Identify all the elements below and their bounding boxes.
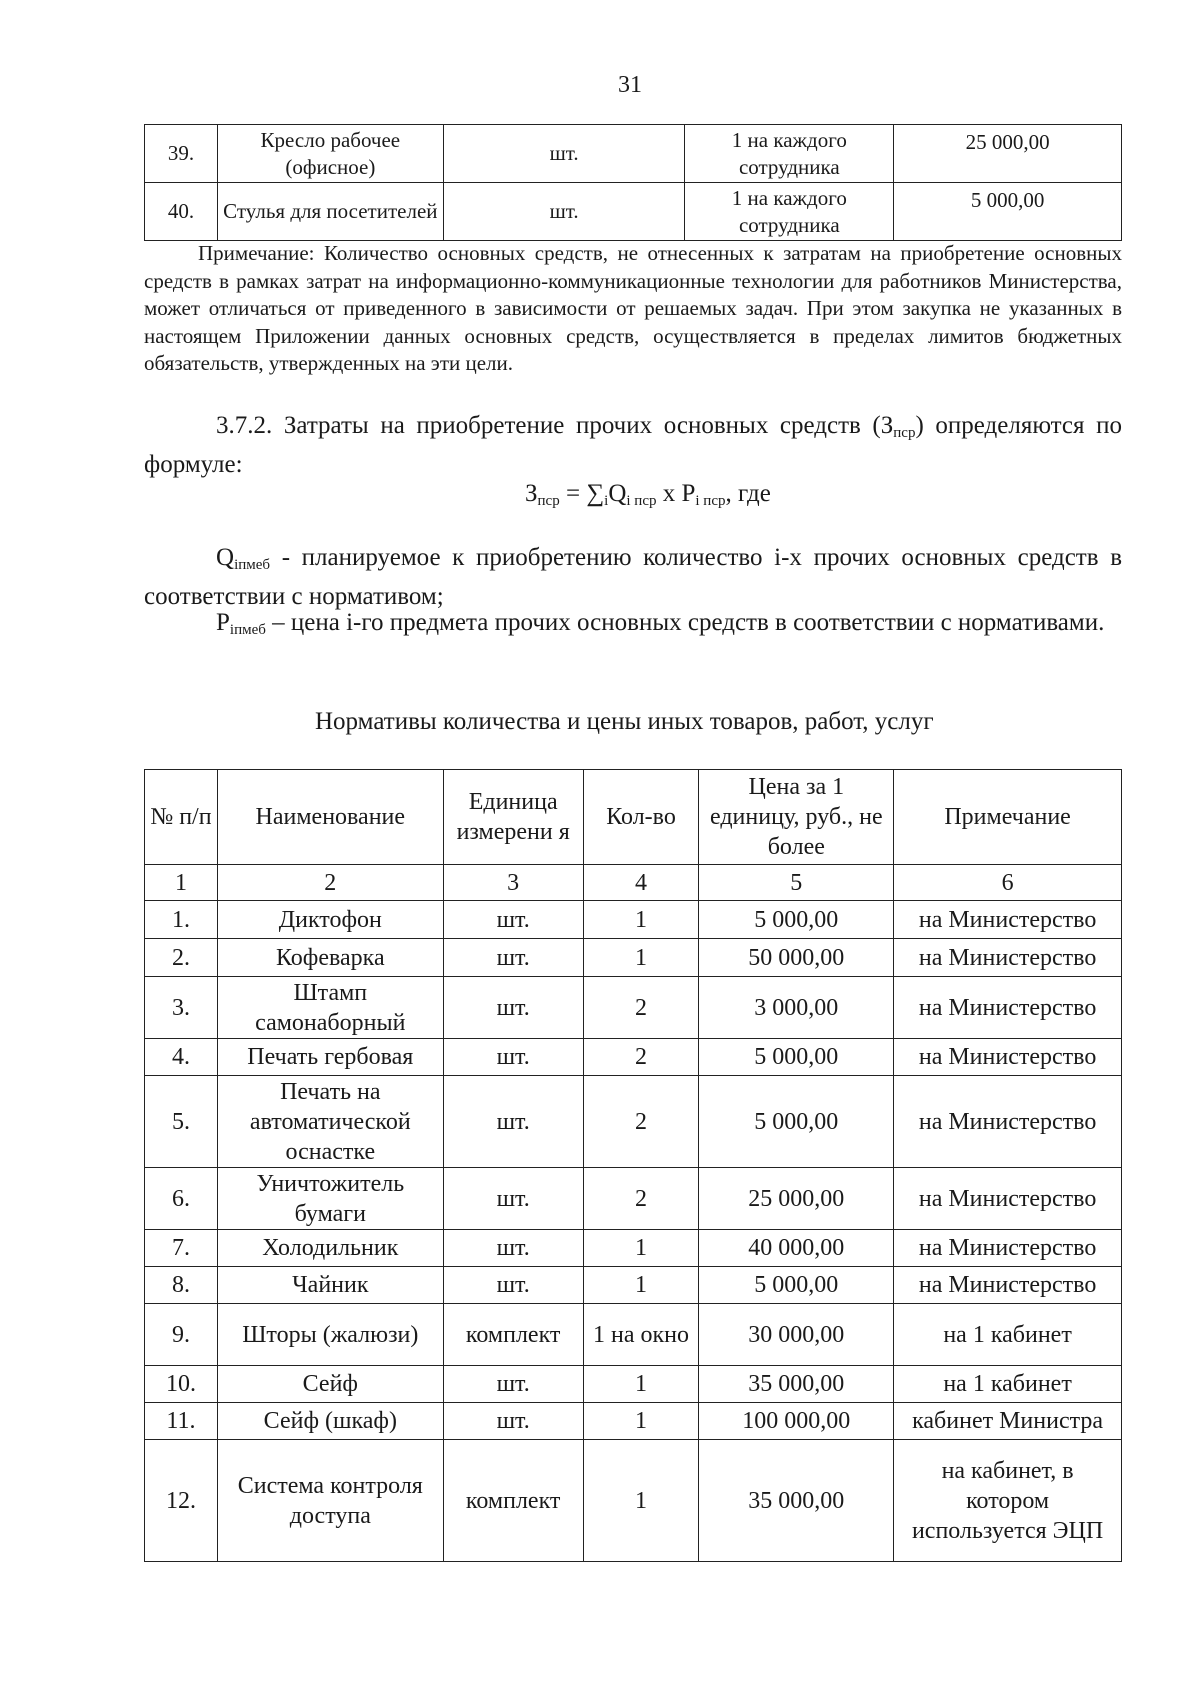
table-row bbox=[145, 1304, 1122, 1366]
item-price: 35 000,00 bbox=[699, 1366, 894, 1403]
item-name: Диктофон bbox=[217, 901, 443, 939]
section-paragraph bbox=[144, 410, 1122, 481]
item-quantity: 1 bbox=[583, 1366, 699, 1403]
item-unit: шт. bbox=[443, 1366, 583, 1403]
table-row bbox=[145, 1403, 1122, 1440]
item-name: Печать на автоматической оснастке bbox=[217, 1076, 443, 1168]
item-note: на Министерство bbox=[894, 1039, 1122, 1076]
table-row bbox=[145, 977, 1122, 1039]
row-number: 2. bbox=[145, 939, 218, 977]
item-note: на Министерство bbox=[894, 1076, 1122, 1168]
row-number: 7. bbox=[145, 1230, 218, 1267]
item-name: Стулья для посетителей bbox=[217, 183, 443, 241]
item-unit: шт. bbox=[443, 1076, 583, 1168]
item-unit: шт. bbox=[443, 183, 685, 241]
table-row bbox=[145, 183, 1122, 241]
item-quantity: 1 bbox=[583, 1403, 699, 1440]
item-price: 5 000,00 bbox=[699, 901, 894, 939]
table-title: Нормативы количества и цены иных товаров, работ, услуг bbox=[315, 708, 934, 735]
item-quantity: 2 bbox=[583, 1076, 699, 1168]
item-note: на 1 кабинет bbox=[894, 1366, 1122, 1403]
item-unit: шт. bbox=[443, 901, 583, 939]
formula-part: i пср bbox=[626, 493, 657, 509]
formula-part: iпмеб bbox=[229, 622, 266, 638]
item-quantity: 1 на каждого сотрудника bbox=[685, 183, 894, 241]
item-price: 3 000,00 bbox=[699, 977, 894, 1039]
formula-part: Q bbox=[608, 480, 627, 507]
item-name: Чайник bbox=[217, 1267, 443, 1304]
header-row bbox=[145, 770, 1122, 865]
formula-part: х P bbox=[656, 480, 696, 507]
formula-part: пср bbox=[537, 493, 560, 509]
formula-part: P bbox=[216, 609, 230, 636]
page-number: 31 bbox=[618, 72, 642, 98]
item-quantity: 1 на окно bbox=[583, 1304, 699, 1366]
formula-part: – цена i-го предмета прочих основных средств в соответствии с нормативами. bbox=[265, 609, 1105, 636]
item-note: на Министерство bbox=[894, 901, 1122, 939]
item-price: 5 000,00 bbox=[699, 1267, 894, 1304]
item-unit: комплект bbox=[443, 1304, 583, 1366]
column-number: 4 bbox=[583, 865, 699, 901]
column-number: 1 bbox=[145, 865, 218, 901]
item-unit: шт. bbox=[443, 1168, 583, 1230]
formula-part: i bbox=[604, 493, 609, 509]
item-price: 5 000,00 bbox=[894, 183, 1122, 241]
continued-table bbox=[144, 124, 1122, 241]
header-cell: Примечание bbox=[894, 770, 1122, 865]
item-name: Кофеварка bbox=[217, 939, 443, 977]
header-cell: Наименование bbox=[217, 770, 443, 865]
item-name: Шторы (жалюзи) bbox=[217, 1304, 443, 1366]
item-price: 35 000,00 bbox=[699, 1440, 894, 1562]
formula-part: = ∑ bbox=[559, 480, 605, 507]
item-note: на Министерство bbox=[894, 1230, 1122, 1267]
item-price: 50 000,00 bbox=[699, 939, 894, 977]
item-note: на Министерство bbox=[894, 939, 1122, 977]
table-row bbox=[145, 901, 1122, 939]
item-quantity: 1 bbox=[583, 1230, 699, 1267]
item-name: Сейф bbox=[217, 1366, 443, 1403]
item-name: Печать гербовая bbox=[217, 1039, 443, 1076]
formula bbox=[525, 480, 771, 510]
table-row bbox=[145, 1039, 1122, 1076]
formula-part: iпмеб bbox=[234, 557, 271, 573]
row-number: 11. bbox=[145, 1403, 218, 1440]
column-number: 5 bbox=[699, 865, 894, 901]
row-number: 10. bbox=[145, 1366, 218, 1403]
item-price: 5 000,00 bbox=[699, 1039, 894, 1076]
table-row bbox=[145, 1230, 1122, 1267]
item-note: на Министерство bbox=[894, 1267, 1122, 1304]
item-quantity: 1 на каждого сотрудника bbox=[685, 125, 894, 183]
item-name: Холодильник bbox=[217, 1230, 443, 1267]
item-name: Уничтожитель бумаги bbox=[217, 1168, 443, 1230]
item-quantity: 1 bbox=[583, 1440, 699, 1562]
item-quantity: 2 bbox=[583, 977, 699, 1039]
formula-part: , где bbox=[725, 480, 771, 507]
header-cell: Кол-во bbox=[583, 770, 699, 865]
table-row bbox=[145, 1168, 1122, 1230]
item-price: 40 000,00 bbox=[699, 1230, 894, 1267]
header-cell: Цена за 1 единицу, руб., не более bbox=[699, 770, 894, 865]
item-price: 25 000,00 bbox=[894, 125, 1122, 183]
item-price: 30 000,00 bbox=[699, 1304, 894, 1366]
definition-q bbox=[144, 542, 1122, 613]
section-subscript: пср bbox=[893, 425, 916, 441]
item-unit: шт. bbox=[443, 1267, 583, 1304]
formula-part: i пср bbox=[695, 493, 726, 509]
row-number: 6. bbox=[145, 1168, 218, 1230]
table-row bbox=[145, 1076, 1122, 1168]
item-quantity: 1 bbox=[583, 901, 699, 939]
table-row bbox=[145, 939, 1122, 977]
row-number: 5. bbox=[145, 1076, 218, 1168]
item-note: на 1 кабинет bbox=[894, 1304, 1122, 1366]
formula-part: З bbox=[525, 480, 538, 507]
item-unit: комплект bbox=[443, 1440, 583, 1562]
item-price: 100 000,00 bbox=[699, 1403, 894, 1440]
item-unit: шт. bbox=[443, 125, 685, 183]
item-quantity: 1 bbox=[583, 939, 699, 977]
item-price: 25 000,00 bbox=[699, 1168, 894, 1230]
column-number: 2 bbox=[217, 865, 443, 901]
row-number: 1. bbox=[145, 901, 218, 939]
definition-p bbox=[144, 607, 1122, 646]
item-unit: шт. bbox=[443, 1230, 583, 1267]
item-quantity: 1 bbox=[583, 1267, 699, 1304]
table-row bbox=[145, 1440, 1122, 1562]
table-row bbox=[145, 125, 1122, 183]
norms-table bbox=[144, 769, 1122, 1562]
item-unit: шт. bbox=[443, 939, 583, 977]
item-name: Сейф (шкаф) bbox=[217, 1403, 443, 1440]
header-cell: Единица измерени я bbox=[443, 770, 583, 865]
section-text-end: ) определяются по формуле: bbox=[144, 412, 1122, 478]
column-number: 6 bbox=[894, 865, 1122, 901]
item-note: на Министерство bbox=[894, 977, 1122, 1039]
item-unit: шт. bbox=[443, 977, 583, 1039]
item-quantity: 2 bbox=[583, 1039, 699, 1076]
formula-part: Q bbox=[216, 544, 235, 571]
row-number: 12. bbox=[145, 1440, 218, 1562]
row-number: 3. bbox=[145, 977, 218, 1039]
row-number: 4. bbox=[145, 1039, 218, 1076]
item-note: на кабинет, в котором используется ЭЦП bbox=[894, 1440, 1122, 1562]
row-number: 9. bbox=[145, 1304, 218, 1366]
note-paragraph: Примечание: Количество основных средств, не отнесенных к затратам на приобретение основных средств в рамках затрат на информационно-коммуникационные технологии для работников Министерства, может отличаться от приведенного в зависимости от решаемых задач. При этом закупка не указанных в настоящем Приложении данных основных средств, осуществляется в пределах лимитов бюджетных обязательств, утвержденных на эти цели. bbox=[144, 241, 1122, 375]
item-note: на Министерство bbox=[894, 1168, 1122, 1230]
item-name: Штамп самонаборный bbox=[217, 977, 443, 1039]
section-text: 3.7.2. Затраты на приобретение прочих основных средств (З bbox=[216, 412, 894, 439]
item-unit: шт. bbox=[443, 1403, 583, 1440]
formula-part: - планируемое к приобретению количество i-х прочих основных средств в соответствии с нормативом; bbox=[144, 544, 1122, 610]
row-number: 39. bbox=[145, 125, 218, 183]
row-number: 40. bbox=[145, 183, 218, 241]
table-row bbox=[145, 1267, 1122, 1304]
item-name: Кресло рабочее (офисное) bbox=[217, 125, 443, 183]
item-name: Система контроля доступа bbox=[217, 1440, 443, 1562]
item-price: 5 000,00 bbox=[699, 1076, 894, 1168]
item-quantity: 2 bbox=[583, 1168, 699, 1230]
row-number: 8. bbox=[145, 1267, 218, 1304]
header-cell: № п/п bbox=[145, 770, 218, 865]
item-note: кабинет Министра bbox=[894, 1403, 1122, 1440]
item-unit: шт. bbox=[443, 1039, 583, 1076]
column-number: 3 bbox=[443, 865, 583, 901]
column-number-row bbox=[145, 865, 1122, 901]
table-row bbox=[145, 1366, 1122, 1403]
